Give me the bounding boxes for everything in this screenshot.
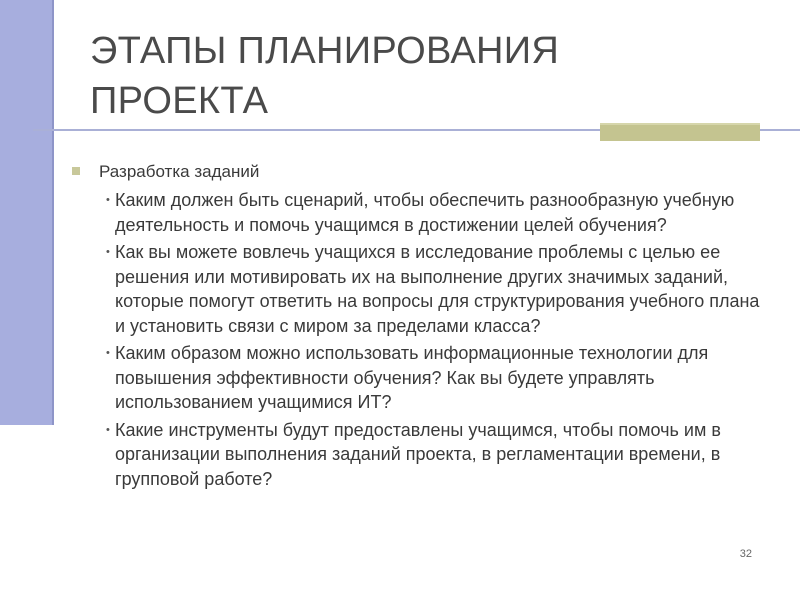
dot-bullet-icon: • (106, 194, 110, 206)
list-item (72, 418, 772, 492)
title-divider-accent-bar (600, 123, 760, 141)
section-heading: Разработка заданий (99, 162, 260, 181)
list-item-text: Как вы можете вовлечь учащихся в исследование проблемы с целью ее решения или мотивировать их на выполнение других значимых заданий, которые помогут ответить на вопросы для структурирования учебного плана и установить связи с миром за пределами класса? (115, 242, 760, 336)
page-number: 32 (739, 548, 752, 560)
list-item-text: Каким образом можно использовать информационные технологии для повышения эффективности обучения? Как вы будете управлять использованием учащимися ИТ? (115, 343, 709, 412)
square-bullet-icon (72, 167, 80, 175)
slide-title: ЭТАПЫ ПЛАНИРОВАНИЯ ПРОЕКТА (90, 30, 560, 122)
dot-bullet-icon: • (106, 246, 110, 258)
list-item-text: Каким должен быть сценарий, чтобы обеспечить разнообразную учебную деятельность и помочь учащимся в достижении целей обучения? (115, 190, 735, 235)
dot-bullet-icon: • (106, 347, 110, 359)
left-band-edge (52, 0, 54, 425)
slide-body (72, 160, 772, 494)
question-list (72, 188, 772, 491)
list-item (72, 240, 772, 338)
left-decorative-band (0, 0, 52, 425)
list-item (72, 188, 772, 237)
section-bullet (72, 160, 772, 184)
list-item (72, 341, 772, 415)
list-item-text: Какие инструменты будут предоставлены учащимся, чтобы помочь им в организации выполнения заданий проекта, в регламентации времени, в групповой работе? (115, 419, 721, 489)
dot-bullet-icon: • (106, 423, 110, 436)
